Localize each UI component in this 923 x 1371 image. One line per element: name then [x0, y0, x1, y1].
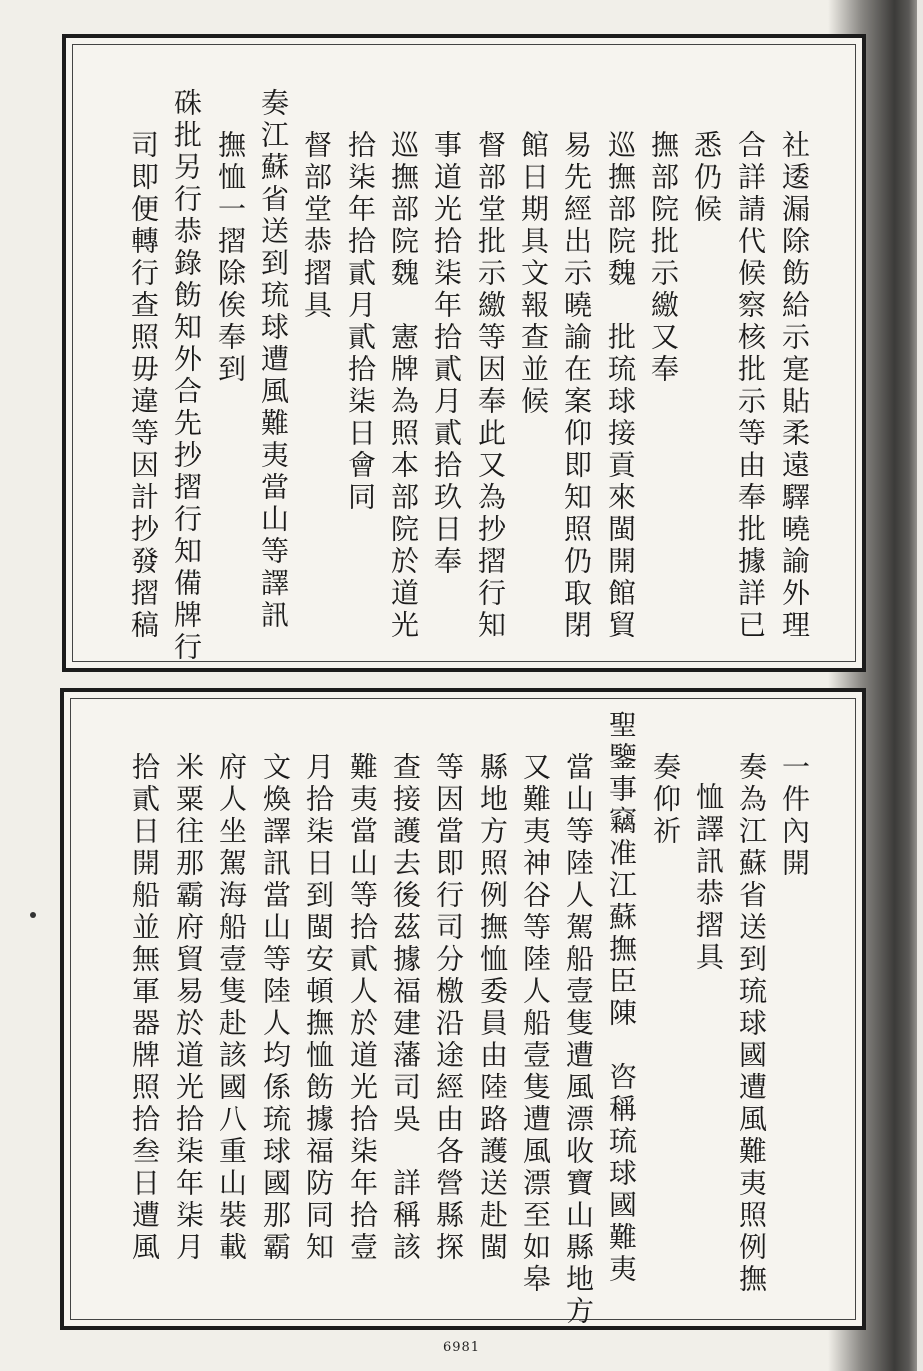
text-column: 當山等陸人駕船壹隻遭風漂收寶山縣地方 [562, 752, 595, 1328]
text-column: 督部堂恭摺具 [300, 130, 333, 322]
text-column: 奏為江蘇省送到琉球國遭風難夷照例撫 [735, 752, 768, 1296]
text-column: 悉仍候 [690, 130, 723, 226]
text-column: 督部堂批示繳等因奉此又為抄摺行知 [474, 130, 507, 642]
text-column: 府人坐駕海船壹隻赴該國八重山裝載 [215, 752, 248, 1264]
text-column: 奏仰祈 [649, 752, 682, 848]
text-column: 硃批另行恭錄飭知外合先抄摺行知備牌行 [170, 88, 203, 664]
text-column: 撫恤一摺除俟奉到 [214, 130, 247, 386]
text-column: 拾貳日開船並無軍器牌照拾叁日遭風 [128, 752, 161, 1264]
top-document-panel [62, 34, 866, 672]
text-column: 等因當即行司分檄沿途經由各營縣探 [432, 752, 465, 1264]
text-column: 恤譯訊恭摺具 [692, 782, 725, 974]
text-column: 一件內開 [778, 752, 811, 880]
text-column: 難夷當山等拾貳人於道光拾柒年拾壹 [346, 752, 379, 1264]
text-column: 奏江蘇省送到琉球遭風難夷當山等譯訊 [257, 88, 290, 632]
text-column: 巡撫部院魏 憲牌為照本部院於道光 [387, 130, 420, 642]
text-column: 文煥譯訊當山等陸人均係琉球國那霸 [259, 752, 292, 1264]
text-column: 司即便轉行查照毋違等因計抄發摺稿 [127, 130, 160, 642]
text-column: 巡撫部院魏 批琉球接貢來閩開館貿 [604, 130, 637, 642]
page-edge [917, 0, 923, 1371]
text-column: 合詳請代候察核批示等由奉批據詳已 [734, 130, 767, 642]
text-column: 館日期具文報查並候 [517, 130, 550, 418]
text-column: 拾柒年拾貳月貳拾柒日會同 [344, 130, 377, 514]
text-column: 縣地方照例撫恤委員由陸路護送赴閩 [476, 752, 509, 1264]
text-column: 又難夷神谷等陸人船壹隻遭風漂至如皋 [519, 752, 552, 1296]
text-column: 米粟往那霸府貿易於道光拾柒年柒月 [172, 752, 205, 1264]
page-number: 6981 [442, 1340, 481, 1355]
text-column: 社逶漏除飭給示寔貼柔遠驛曉諭外理 [778, 130, 811, 642]
scan-speck [30, 912, 36, 918]
text-column: 易先經出示曉諭在案仰即知照仍取閉 [560, 130, 593, 642]
text-column: 撫部院批示繳又奉 [647, 130, 680, 386]
bottom-document-panel [60, 688, 866, 1330]
text-column: 事道光拾柒年拾貳月貳拾玖日奉 [430, 130, 463, 578]
text-column: 月拾柒日到閩安頓撫恤飭據福防同知 [302, 752, 335, 1264]
text-column: 聖鑒事竊准江蘇撫臣陳 咨稱琉球國難夷 [605, 710, 638, 1286]
text-column: 查接護去後茲據福建藩司吳 詳稱該 [389, 752, 422, 1264]
